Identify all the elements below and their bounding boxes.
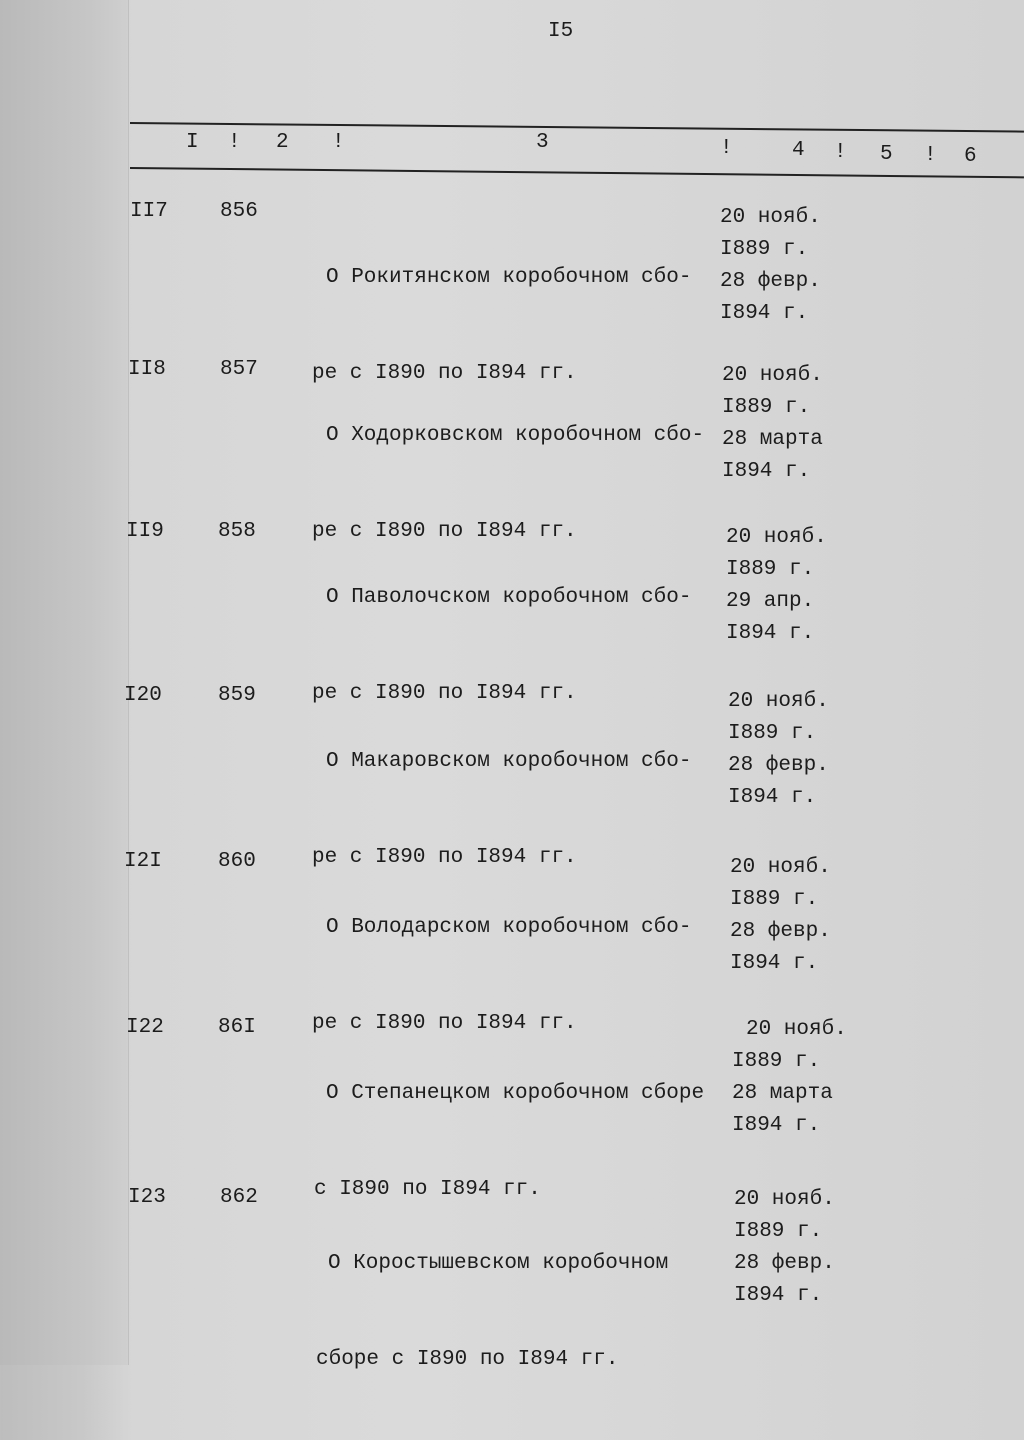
date-line: 20 нояб. (728, 690, 829, 713)
date-range (734, 1184, 835, 1312)
date-line: 28 февр. (720, 270, 821, 293)
date-range (728, 686, 829, 814)
date-line: 28 февр. (730, 920, 831, 943)
date-line: I894 г. (730, 952, 819, 975)
date-line: 20 нояб. (726, 526, 827, 549)
date-line: 20 нояб. (730, 856, 831, 879)
header-separator: ! (834, 141, 847, 164)
date-line: I894 г. (726, 622, 815, 645)
title-line: О Рокитянском коробочном сбо- (326, 266, 692, 289)
date-line: 28 марта (732, 1082, 833, 1105)
title-line: ре с I890 по I894 гг. (312, 682, 577, 705)
date-line: I889 г. (734, 1220, 823, 1243)
previous-page-shadow (0, 0, 129, 1365)
date-line: 28 февр. (734, 1252, 835, 1275)
date-line: I889 г. (730, 888, 819, 911)
title-line: О Ходорковском коробочном сбо- (326, 424, 705, 447)
header-col-3: 3 (536, 131, 549, 154)
title-line: ре с I890 по I894 гг. (312, 1012, 577, 1035)
row-number: I2I (124, 850, 162, 873)
file-number: 86I (218, 1016, 256, 1039)
header-separator: ! (720, 137, 733, 160)
date-line: 20 нояб. (734, 1188, 835, 1211)
title-line: О Володарском коробочном сбо- (326, 916, 692, 939)
title-line: ре с I890 по I894 гг. (312, 846, 577, 869)
title-line: О Коростышевском коробочном (328, 1252, 669, 1275)
date-line: I894 г. (728, 786, 817, 809)
date-range (720, 202, 821, 330)
file-number: 862 (220, 1186, 258, 1209)
header-col-5: 5 (880, 143, 893, 166)
date-line: 28 марта (722, 428, 823, 451)
date-range (730, 852, 831, 980)
file-number: 857 (220, 358, 258, 381)
file-number: 856 (220, 200, 258, 223)
header-col-6: 6 (964, 145, 977, 168)
date-line: 20 нояб. (746, 1018, 847, 1041)
header-col-2: 2 (276, 131, 289, 154)
header-separator: ! (228, 131, 241, 154)
title-line: О Макаровском коробочном сбо- (326, 750, 692, 773)
title-line: О Паволочском коробочном сбо- (326, 586, 692, 609)
date-line: I889 г. (720, 238, 809, 261)
file-title (316, 1184, 668, 1440)
date-line: I894 г. (732, 1114, 821, 1137)
date-line: I894 г. (720, 302, 809, 325)
date-line: 20 нояб. (722, 364, 823, 387)
date-line: I894 г. (722, 460, 811, 483)
header-separator: ! (924, 144, 937, 167)
date-line: 28 февр. (728, 754, 829, 777)
table-header (0, 131, 1024, 168)
date-line: 29 апр. (726, 590, 815, 613)
page-number: I5 (548, 20, 574, 43)
title-line: сборе с I890 по I894 гг. (316, 1348, 619, 1371)
title-line: ре с I890 по I894 гг. (312, 362, 577, 385)
date-range (722, 360, 823, 488)
row-number: II7 (130, 200, 168, 223)
row-number: II9 (126, 520, 164, 543)
row-number: I20 (124, 684, 162, 707)
header-separator: ! (332, 131, 345, 154)
header-col-4: 4 (792, 139, 805, 162)
row-number: II8 (128, 358, 166, 381)
file-number: 860 (218, 850, 256, 873)
file-number: 859 (218, 684, 256, 707)
title-line: ре с I890 по I894 гг. (312, 520, 577, 543)
date-range (726, 522, 827, 650)
date-line: I889 г. (732, 1050, 821, 1073)
file-number: 858 (218, 520, 256, 543)
title-line: с I890 по I894 гг. (314, 1178, 541, 1201)
header-col-1: I (186, 131, 199, 154)
title-line: О Степанецком коробочном сборе (326, 1082, 705, 1105)
row-number: I22 (126, 1016, 164, 1039)
date-line: I889 г. (722, 396, 811, 419)
date-range (732, 1014, 847, 1142)
row-number: I23 (128, 1186, 166, 1209)
date-line: 20 нояб. (720, 206, 821, 229)
header-bottom-rule (130, 167, 1024, 178)
date-line: I894 г. (734, 1284, 823, 1307)
date-line: I889 г. (728, 722, 817, 745)
date-line: I889 г. (726, 558, 815, 581)
